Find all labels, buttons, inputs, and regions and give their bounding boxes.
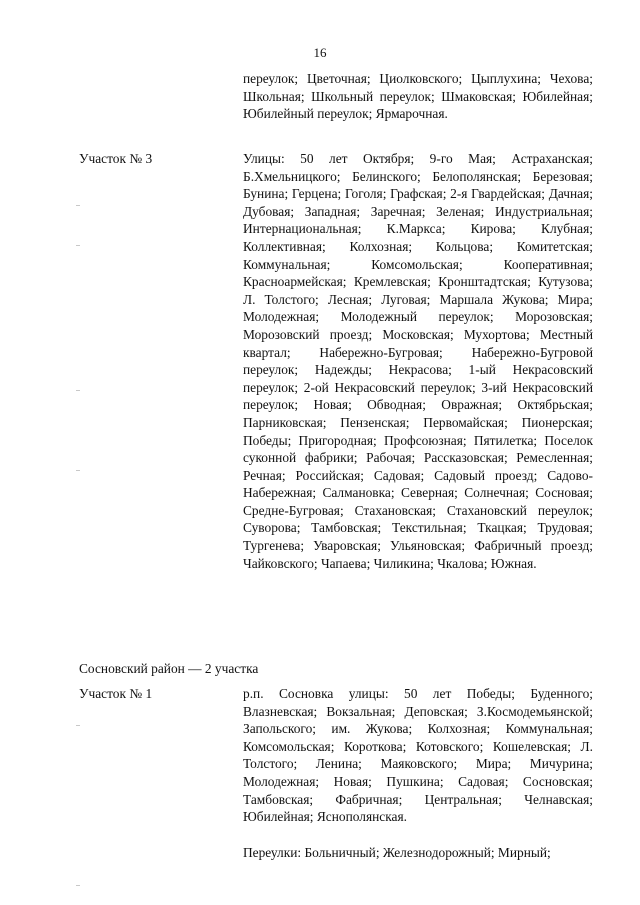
scan-margin-mark bbox=[76, 205, 80, 206]
scan-margin-mark bbox=[76, 885, 80, 886]
scan-margin-mark bbox=[76, 245, 80, 246]
scan-margin-mark bbox=[76, 725, 80, 726]
section-1-street-list: р.п. Сосновка улицы: 50 лет Победы; Буденного; Влазневская; Вокзальная; Деповская; З.Космодемьянской; Запольского; им. Жукова; Колхозная; Коммунальная; Комсомольская; Короткова; Котовского; Кошелевская; Л. Толстого; Ленина; Маяковского; Мира; Мичурина; Молодежная; Новая; Пушкина; Садовая; Сосновская; Тамбовская; Фабричная; Центральная; Челнавская; Юбилейная; Яснополянская. bbox=[243, 686, 593, 825]
section-3-label: Участок № 3 bbox=[79, 151, 153, 166]
continuation-street-list: переулок; Цветочная; Циолковского; Цыплухина; Чехова; Школьная; Школьный переулок; Шмаковская; Юбилейная; Юбилейный переулок; Ярмарочная. bbox=[243, 71, 593, 122]
section-1-label: Участок № 1 bbox=[79, 686, 153, 701]
section-3-street-list: Улицы: 50 лет Октября; 9-го Мая; Астраханская; Б.Хмельницкого; Белинского; Белополянская; Березовая; Бунина; Герцена; Гоголя; Графская; 2-я Гвардейская; Дачная; Дубовая; Западная; Заречная; Зеленая; Индустриальная; Интернациональная; К.Маркса; Кирова; Клубная; Коллективная; Колхозная; Кольцова; Комитетская; Коммунальная; Комсомольская; Кооперативная; Красноармейская; Кремлевская; Кронштадтская; Кутузова; Л. Толстого; Лесная; Луговая; Маршала Жукова; Мира; Молодежная; Молодежный переулок; Морозовская; Морозовский проезд; Московская; Мухортова; Местный квартал; Набережно-Бугровая; Набережно-Бугровой переулок; Надежды; Некрасова; 1-ый Некрасовский переулок; 2-ой Некрасовский переулок; 3-ий Некрасовский переулок; Новая; Обводная; Овражная; Октябрьская; Парниковская; Пензенская; Первомайская; Пионерская; Победы; Пригородная; Профсоюзная; Пятилетка; Поселок суконной фабрики; Рабочая; Рассказовская; Ремесленная; Речная; Российская; Садовая; Садовый проезд; Садово-Набережная; Салмановка; Северная; Солнечная; Сосновая; Средне-Бугровая; Стахановская; Стахановский переулок; Суворова; Тамбовская; Текстильная; Ткацкая; Трудовая; Тургенева; Уваровская; Ульяновская; Фабричный проезд; Чайковского; Чапаева; Чиликина; Чкалова; Южная. bbox=[243, 151, 593, 571]
scan-margin-mark bbox=[76, 390, 80, 391]
section-1-lanes-list: Переулки: Больничный; Железнодорожный; Мирный; bbox=[243, 845, 551, 860]
district-heading: Сосновский район — 2 участка bbox=[79, 661, 259, 676]
page-number: 16 bbox=[313, 45, 327, 60]
scan-margin-mark bbox=[76, 470, 80, 471]
